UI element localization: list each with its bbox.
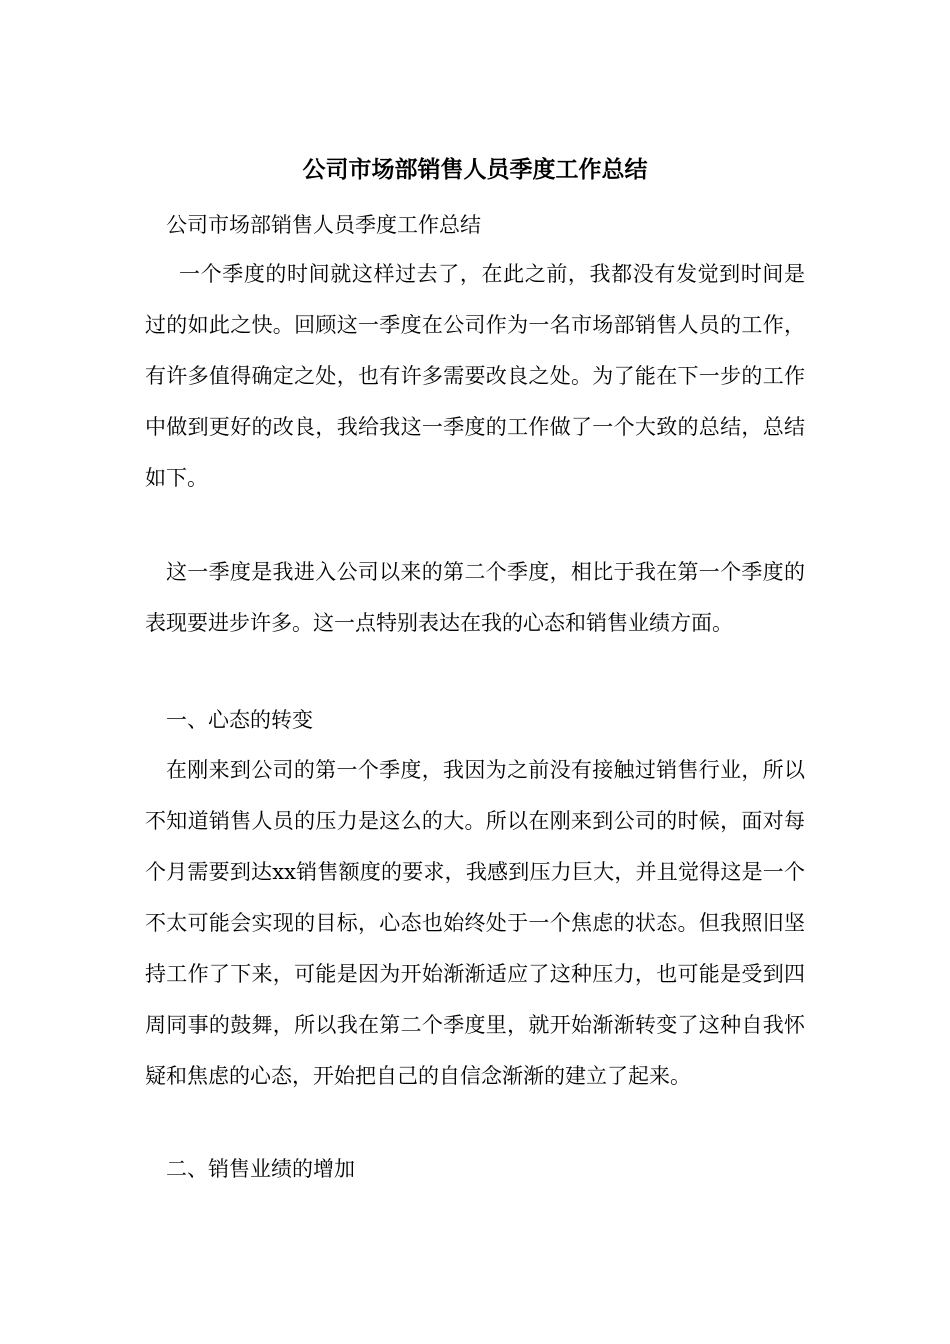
subtitle-paragraph: 公司市场部销售人员季度工作总结 [166, 213, 481, 237]
mindset-paragraph: 在刚来到公司的第一个季度，我因为之前没有接触过销售行业，所以不知道销售人员的压力是这么的大。所以在刚来到公司的时候，面对每个月需要到达xx销售额度的要求，我感到压力巨大，并且觉得这是一个不太可能会实现的目标，心态也始终处于一个焦虑的状态。但我照旧坚持工作了下来，可能是因为开始渐渐适应了这种压力，也可能是受到四周同事的鼓舞，所以我在第二个季度里，就开始渐渐转变了这种自我怀疑和焦虑的心态，开始把自己的自信念渐渐的建立了起来。 [145, 758, 805, 1088]
section-heading-sales: 二、销售业绩的增加 [166, 1157, 355, 1181]
document-title: 公司市场部销售人员季度工作总结 [302, 156, 648, 183]
intro-paragraph: 一个季度的时间就这样过去了，在此之前，我都没有发觉到时间是过的如此之快。回顾这一季度在公司作为一名市场部销售人员的工作，有许多值得确定之处，也有许多需要改良之处。为了能在下一步的工作中做到更好的改良，我给我这一季度的工作做了一个大致的总结，总结如下。 [145, 262, 805, 490]
overview-paragraph: 这一季度是我进入公司以来的第二个季度，相比于我在第一个季度的表现要进步许多。这一点特别表达在我的心态和销售业绩方面。 [145, 560, 805, 635]
section-heading-mindset: 一、心态的转变 [166, 708, 313, 732]
